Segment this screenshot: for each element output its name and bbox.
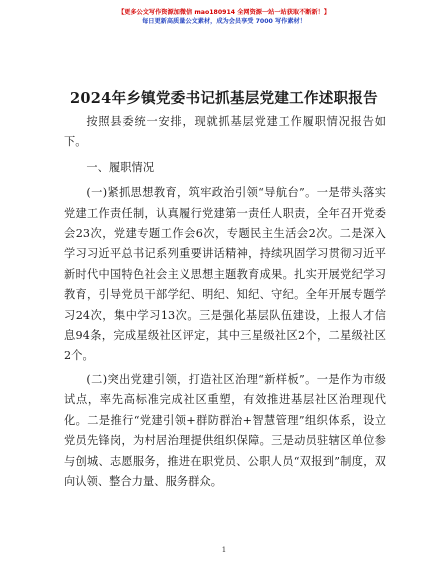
- intro-paragraph: 按照县委统一安排，现就抓基层党建工作履职情况报告如下。: [64, 115, 386, 149]
- promo-banner: [0, 8, 448, 26]
- page-number: 1: [221, 546, 227, 554]
- promo-banner-line-1: 【更多公文写作资源加微信 mao180914 全网资源一站一站获取不断新！】: [117, 9, 331, 16]
- document-body: [64, 112, 386, 492]
- paragraph-2: (二)突出党建引领，打造社区治理“新样板”。一是作为市级试点，率先高标准完成社区重塑，有效推进基层社区治理现代化。二是推行“党建引领+群防群治+智慧管理”组织体系，设立党员先锋岗，为村居治理提供组织保障。三是动员驻辖区单位参与创城、志愿服务，推进在职党员、公职人员“双报到”制度，双向认领、整合力量、服务群众。: [64, 372, 386, 488]
- promo-banner-line-2: 每日更新高质量公文素材，成为会员享受 7000 写作素材！: [142, 18, 306, 25]
- section-heading: 一、履职情况: [86, 160, 155, 174]
- paragraph-1: (一)紧抓思想教育，筑牢政治引领“导航台”。一是带头落实党建工作责任制，认真履行党建第一责任人职责，全年召开党委会23次，党建专题工作会6次，专题民主生活会2次。二是深入学习习近平总书记系列重要讲话精神，持续巩固学习贯彻习近平新时代中国特色社会主义思想主题教育成果。扎实开展党纪学习教育，引导党员干部学纪、明纪、知纪、守纪。全年开展专题学习24次，集中学习13次。三是强化基层队伍建设，上报人才信息94条，完成星级社区评定，其中三星级社区2个，二星级社区2个。: [64, 186, 386, 363]
- document-title: 2024年乡镇党委书记抓基层党建工作述职报告: [70, 90, 378, 107]
